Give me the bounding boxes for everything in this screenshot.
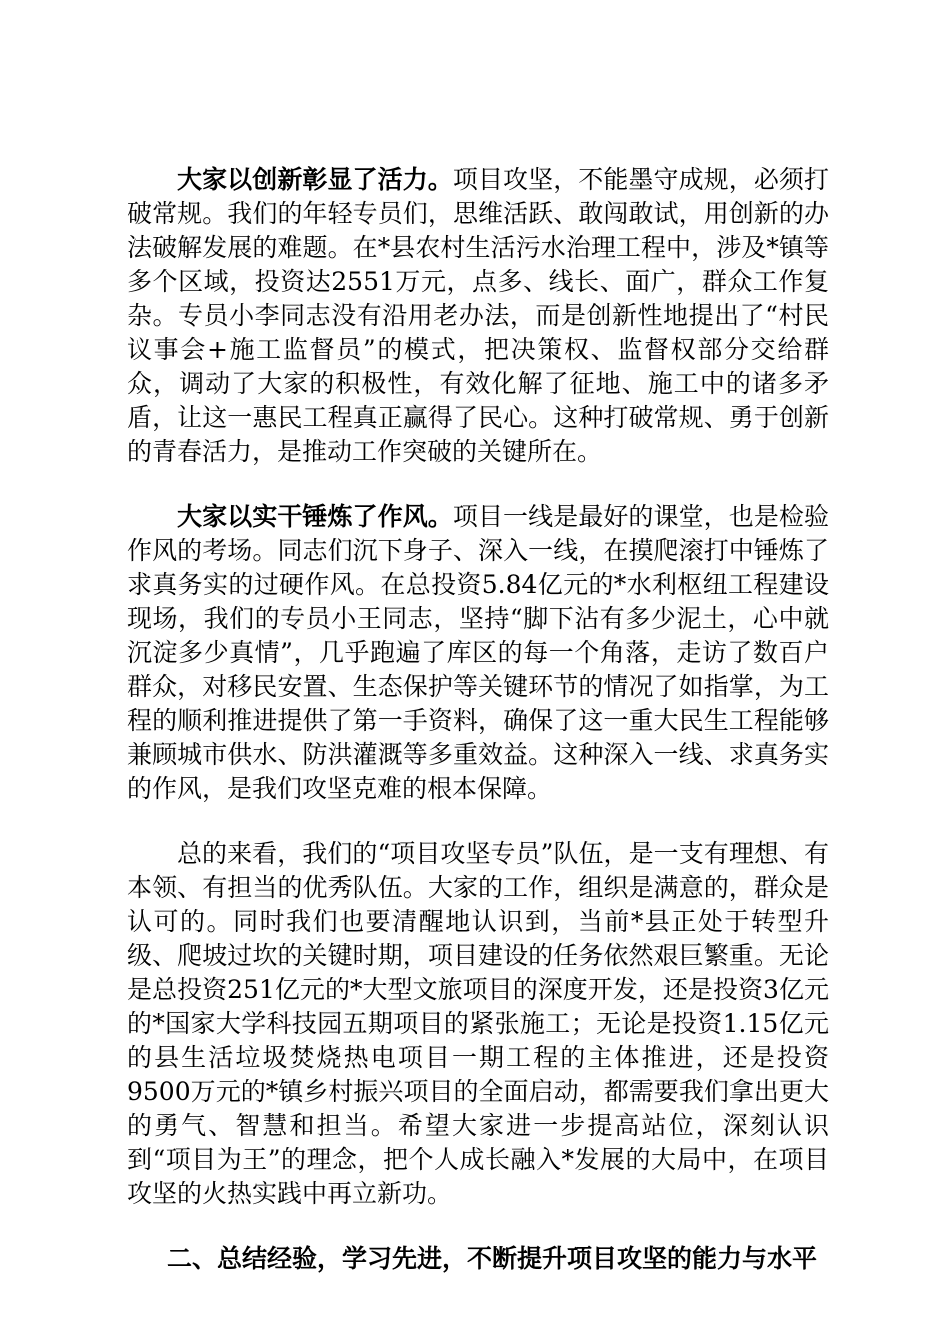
paragraph-summary (127, 837, 829, 1211)
paragraph-lead: 大家以实干锤炼了作风。 (177, 502, 453, 531)
paragraph-text: 项目攻坚，不能墨守成规，必须打破常规。我们的年轻专员们，思维活跃、敢闯敢试，用创新的办法破解发展的难题。在*县农村生活污水治理工程中，涉及*镇等多个区域，投资达2551万元，点多、线长、面广，群众工作复杂。专员小李同志没有沿用老办法，而是创新性地提出了“村民议事会+施工监督员”的模式，把决策权、监督权部分交给群众，调动了大家的积极性，有效化解了征地、施工中的诸多矛盾，让这一惠民工程真正赢得了民心。这种打破常规、勇于创新的青春活力，是推动工作突破的关键所在。 (127, 165, 829, 466)
paragraph-work-style (127, 500, 829, 806)
paragraph-innovation (127, 163, 829, 469)
section-heading: 二、总结经验，学习先进，不断提升项目攻坚的能力与水平 (167, 1244, 818, 1273)
paragraph-text: 总的来看，我们的“项目攻坚专员”队伍，是一支有理想、有本领、有担当的优秀队伍。大家的工作，组织是满意的，群众是认可的。同时我们也要清醒地认识到，当前*县正处于转型升级、爬坡过坎的关键时期，项目建设的任务依然艰巨繁重。无论是总投资251亿元的*大型文旅项目的深度开发，还是投资3亿元的*国家大学科技园五期项目的紧张施工；无论是投资1.15亿元的县生活垃圾焚烧热电项目一期工程的主体推进，还是投资9500万元的*镇乡村振兴项目的全面启动，都需要我们拿出更大的勇气、智慧和担当。希望大家进一步提高站位，深刻认识到“项目为王”的理念，把个人成长融入*发展的大局中，在项目攻坚的火热实践中再立新功。 (127, 839, 829, 1208)
paragraph-lead: 大家以创新彰显了活力。 (177, 165, 453, 194)
paragraph-text: 项目一线是最好的课堂，也是检验作风的考场。同志们沉下身子、深入一线，在摸爬滚打中锤炼了求真务实的过硬作风。在总投资5.84亿元的*水利枢纽工程建设现场，我们的专员小王同志，坚持“脚下沾有多少泥土，心中就沉淀多少真情”，几乎跑遍了库区的每一个角落，走访了数百户群众，对移民安置、生态保护等关键环节的情况了如指掌，为工程的顺利推进提供了第一手资料，确保了这一重大民生工程能够兼顾城市供水、防洪灌溉等多重效益。这种深入一线、求真务实的作风，是我们攻坚克难的根本保障。 (127, 502, 829, 803)
document-body (127, 163, 829, 1276)
